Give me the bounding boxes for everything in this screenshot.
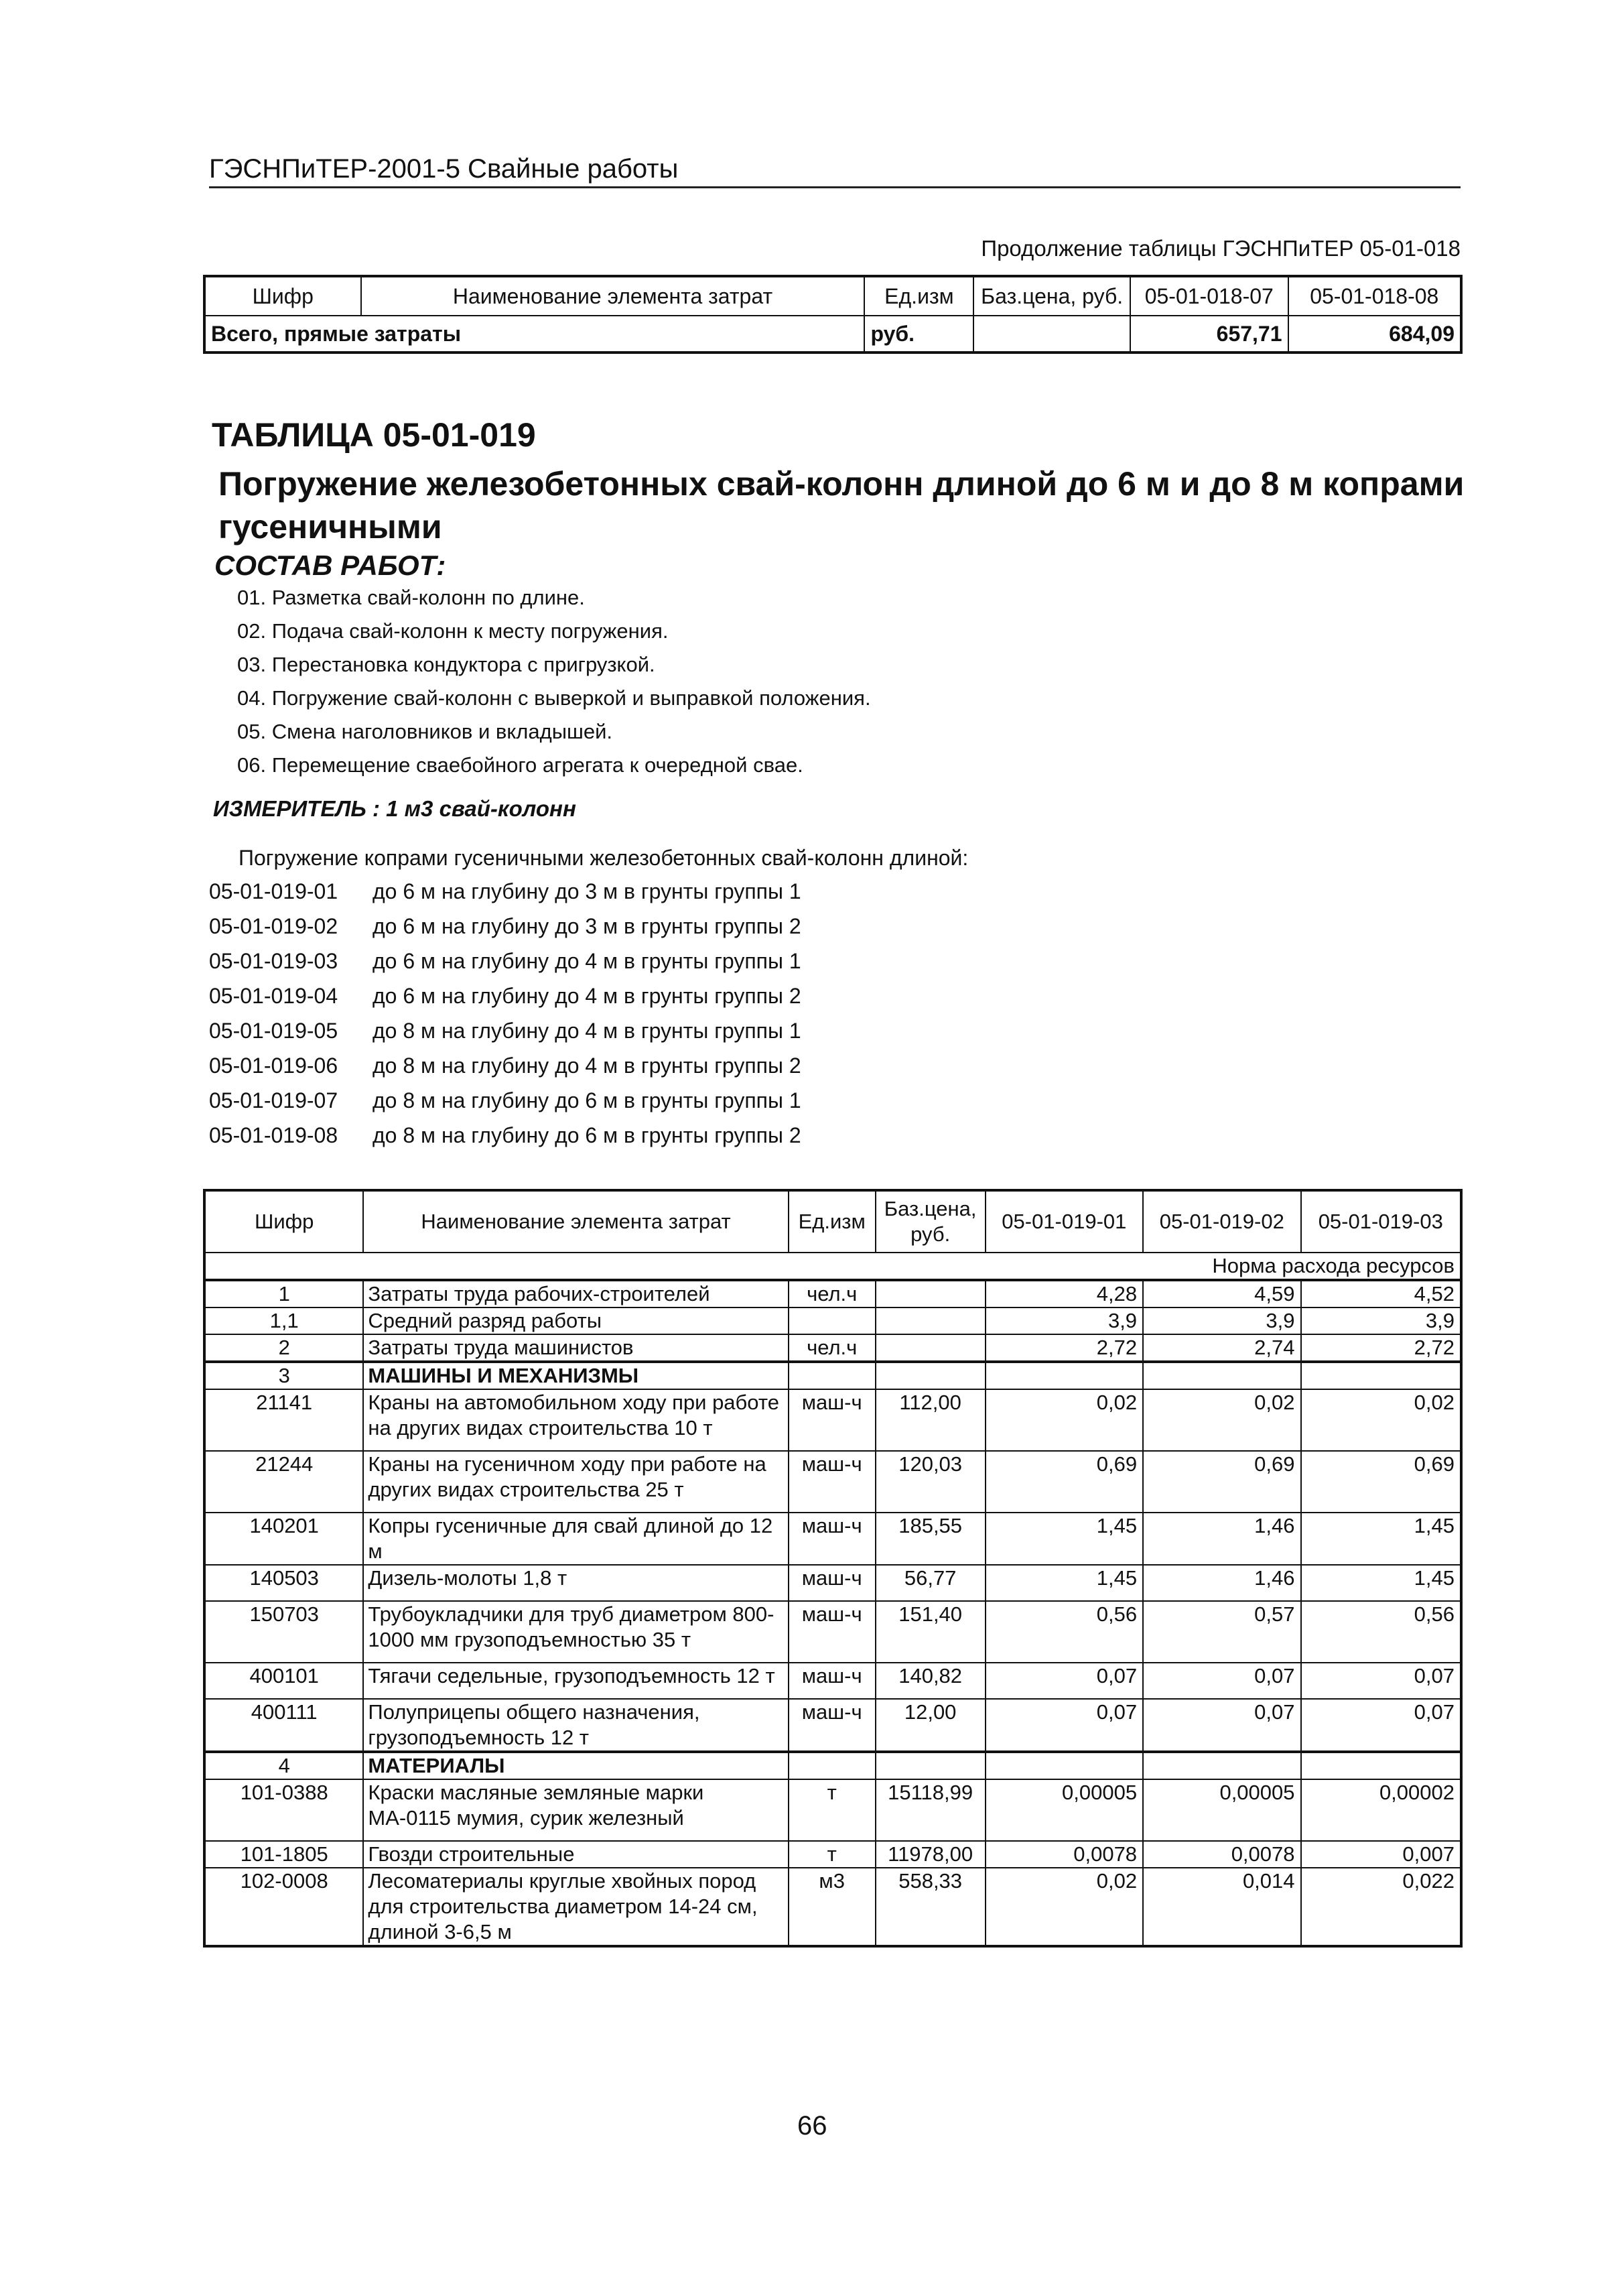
row-name: Лесоматериалы круглые хвойных пород для строительства диаметром 14-24 см, длиной 3-6,5 м [363, 1868, 788, 1946]
table-row [204, 1601, 1461, 1663]
row-unit: чел.ч [789, 1334, 876, 1362]
resource-header-row [204, 1190, 1461, 1253]
row-value-01: 1,45 [986, 1565, 1143, 1601]
row-code: 150703 [204, 1601, 363, 1663]
row-value-02: 0,69 [1143, 1451, 1300, 1513]
row-price: 151,40 [876, 1601, 986, 1663]
table-row [204, 1389, 1461, 1451]
row-value-01: 0,00005 [986, 1779, 1143, 1841]
row-value-03 [1301, 1362, 1461, 1389]
row-code: 1,1 [204, 1308, 363, 1334]
row-name: Краны на гусеничном ходу при работе на других видах строительства 25 т [363, 1451, 788, 1513]
row-value-02: 0,014 [1143, 1868, 1300, 1946]
header-cell: Ед.изм [789, 1190, 876, 1253]
row-value-01: 0,02 [986, 1389, 1143, 1451]
table-row [204, 1779, 1461, 1841]
header-cell: Наименование элемента затрат [361, 276, 865, 316]
row-code: 21244 [204, 1451, 363, 1513]
total-value-07: 657,71 [1130, 316, 1288, 353]
row-unit: м3 [789, 1868, 876, 1946]
section-heading: МАШИНЫ И МЕХАНИЗМЫ [363, 1362, 788, 1389]
variant-description: до 8 м на глубину до 6 м в грунты группы 2 [373, 1123, 801, 1147]
header-cell: Ед.изм [864, 276, 973, 316]
variant-description: до 6 м на глубину до 4 м в грунты группы 1 [373, 949, 801, 973]
row-name: Затраты труда машинистов [363, 1334, 788, 1362]
row-value-02 [1143, 1752, 1300, 1779]
header-cell: 05-01-019-03 [1301, 1190, 1461, 1253]
table-row [204, 1334, 1461, 1362]
norm-caption: Норма расхода ресурсов [204, 1253, 1461, 1280]
row-price [876, 1362, 986, 1389]
row-value-03: 2,72 [1301, 1334, 1461, 1362]
row-value-01: 1,45 [986, 1513, 1143, 1565]
row-value-03: 0,00002 [1301, 1779, 1461, 1841]
header-cell: 05-01-019-01 [986, 1190, 1143, 1253]
row-value-01 [986, 1362, 1143, 1389]
work-item: 01. Разметка свай-колонн по длине. [237, 586, 585, 609]
row-value-02: 1,46 [1143, 1513, 1300, 1565]
composition-heading: СОСТАВ РАБОТ: [214, 550, 446, 581]
row-value-02: 0,57 [1143, 1601, 1300, 1663]
variant-code: 05-01-019-03 [209, 949, 338, 973]
row-name: Дизель-молоты 1,8 т [363, 1565, 788, 1601]
variant-description: до 6 м на глубину до 3 м в грунты группы 2 [373, 914, 801, 938]
continuation-table [203, 275, 1463, 354]
row-code: 400101 [204, 1663, 363, 1699]
row-code: 101-1805 [204, 1841, 363, 1868]
variant-code: 05-01-019-06 [209, 1054, 338, 1078]
header-cell: Баз.цена, руб. [973, 276, 1130, 316]
row-name: Средний разряд работы [363, 1308, 788, 1334]
row-price: 120,03 [876, 1451, 986, 1513]
row-price: 140,82 [876, 1663, 986, 1699]
row-name: Полуприцепы общего назначения, грузоподъемность 12 т [363, 1699, 788, 1752]
variant-code: 05-01-019-05 [209, 1019, 338, 1043]
table-row [204, 1565, 1461, 1601]
row-value-01: 2,72 [986, 1334, 1143, 1362]
row-code: 101-0388 [204, 1779, 363, 1841]
row-code: 3 [204, 1362, 363, 1389]
page-header-title: ГЭСНПиТЕР-2001-5 Свайные работы [209, 154, 679, 184]
norm-caption-row [204, 1253, 1461, 1280]
row-value-01: 4,28 [986, 1280, 1143, 1308]
row-value-03: 0,07 [1301, 1699, 1461, 1752]
total-unit: руб. [864, 316, 973, 353]
row-name: Тягачи седельные, грузоподъемность 12 т [363, 1663, 788, 1699]
row-value-02: 0,07 [1143, 1699, 1300, 1752]
table-row [204, 1280, 1461, 1308]
row-code: 4 [204, 1752, 363, 1779]
row-value-01: 3,9 [986, 1308, 1143, 1334]
row-value-02: 0,00005 [1143, 1779, 1300, 1841]
row-value-02: 4,59 [1143, 1280, 1300, 1308]
table-row [204, 1868, 1461, 1946]
row-price: 112,00 [876, 1389, 986, 1451]
table-row [204, 1752, 1461, 1779]
header-cell: Шифр [204, 1190, 363, 1253]
table-row [204, 1308, 1461, 1334]
header-cell: 05-01-019-02 [1143, 1190, 1300, 1253]
row-value-03: 3,9 [1301, 1308, 1461, 1334]
table-row [204, 1513, 1461, 1565]
row-price: 15118,99 [876, 1779, 986, 1841]
variant-description: до 6 м на глубину до 3 м в грунты группы 1 [373, 879, 801, 903]
row-price [876, 1752, 986, 1779]
work-item: 03. Перестановка кондуктора с пригрузкой. [237, 653, 655, 676]
row-name: Гвозди строительные [363, 1841, 788, 1868]
header-cell: Наименование элемента затрат [363, 1190, 788, 1253]
row-unit: маш-ч [789, 1601, 876, 1663]
section-heading: МАТЕРИАЛЫ [363, 1752, 788, 1779]
row-code: 102-0008 [204, 1868, 363, 1946]
row-price: 558,33 [876, 1868, 986, 1946]
total-label: Всего, прямые затраты [204, 316, 864, 353]
variant-code: 05-01-019-07 [209, 1088, 338, 1112]
row-unit: маш-ч [789, 1663, 876, 1699]
table-row [204, 1362, 1461, 1389]
work-item: 02. Подача свай-колонн к месту погружения. [237, 619, 669, 643]
row-value-02 [1143, 1362, 1300, 1389]
total-value-08: 684,09 [1288, 316, 1461, 353]
row-value-01: 0,07 [986, 1699, 1143, 1752]
page-number: 66 [797, 2111, 827, 2141]
variant-code: 05-01-019-02 [209, 914, 338, 938]
variant-description: до 8 м на глубину до 4 м в грунты группы 1 [373, 1019, 801, 1043]
header-cell: 05-01-018-08 [1288, 276, 1461, 316]
row-price: 11978,00 [876, 1841, 986, 1868]
row-value-02: 3,9 [1143, 1308, 1300, 1334]
row-value-02: 0,07 [1143, 1663, 1300, 1699]
row-unit: т [789, 1779, 876, 1841]
row-value-03: 4,52 [1301, 1280, 1461, 1308]
row-price: 56,77 [876, 1565, 986, 1601]
row-unit: маш-ч [789, 1389, 876, 1451]
variant-description: до 8 м на глубину до 4 м в грунты группы 2 [373, 1054, 801, 1078]
row-code: 1 [204, 1280, 363, 1308]
table-row [204, 1699, 1461, 1752]
measure-unit: ИЗМЕРИТЕЛЬ : 1 м3 свай-колонн [213, 796, 576, 821]
row-name: Краски масляные земляные марки МА-0115 мумия, сурик железный [363, 1779, 788, 1841]
row-value-02: 2,74 [1143, 1334, 1300, 1362]
variants-intro: Погружение копрами гусеничными железобетонных свай-колонн длиной: [239, 846, 969, 870]
table-title: ТАБЛИЦА 05-01-019 [212, 416, 536, 454]
row-value-03: 0,02 [1301, 1389, 1461, 1451]
row-value-02: 1,46 [1143, 1565, 1300, 1601]
row-name: Затраты труда рабочих-строителей [363, 1280, 788, 1308]
row-value-03: 0,69 [1301, 1451, 1461, 1513]
variant-code: 05-01-019-08 [209, 1123, 338, 1147]
table-row [204, 1841, 1461, 1868]
variant-description: до 6 м на глубину до 4 м в грунты группы 2 [373, 984, 801, 1008]
row-unit [789, 1752, 876, 1779]
row-unit: чел.ч [789, 1280, 876, 1308]
header-cell: Баз.цена, руб. [876, 1190, 986, 1253]
row-unit [789, 1362, 876, 1389]
row-value-01: 0,56 [986, 1601, 1143, 1663]
table-row [204, 1663, 1461, 1699]
row-value-03: 0,007 [1301, 1841, 1461, 1868]
row-unit: маш-ч [789, 1451, 876, 1513]
row-price: 185,55 [876, 1513, 986, 1565]
row-value-03 [1301, 1752, 1461, 1779]
resource-table [203, 1189, 1463, 1948]
row-value-02: 0,0078 [1143, 1841, 1300, 1868]
row-value-03: 0,07 [1301, 1663, 1461, 1699]
row-code: 140503 [204, 1565, 363, 1601]
row-name: Копры гусеничные для свай длиной до 12 м [363, 1513, 788, 1565]
table-row [204, 1451, 1461, 1513]
work-item: 04. Погружение свай-колонн с выверкой и выправкой положения. [237, 686, 871, 710]
row-value-01: 0,0078 [986, 1841, 1143, 1868]
table-heading: Погружение железобетонных свай-колонн длиной до 6 м и до 8 м копрами гусеничными [218, 465, 1465, 546]
row-code: 140201 [204, 1513, 363, 1565]
row-unit [789, 1308, 876, 1334]
header-cell: Шифр [204, 276, 361, 316]
row-price: 12,00 [876, 1699, 986, 1752]
row-name: Трубоукладчики для труб диаметром 800-1000 мм грузоподъемностью 35 т [363, 1601, 788, 1663]
row-unit: т [789, 1841, 876, 1868]
continuation-caption: Продолжение таблицы ГЭСНПиТЕР 05-01-018 [981, 236, 1461, 261]
variant-code: 05-01-019-01 [209, 879, 338, 903]
row-value-02: 0,02 [1143, 1389, 1300, 1451]
row-value-01: 0,02 [986, 1868, 1143, 1946]
row-name: Краны на автомобильном ходу при работе на других видах строительства 10 т [363, 1389, 788, 1451]
row-code: 400111 [204, 1699, 363, 1752]
row-unit: маш-ч [789, 1699, 876, 1752]
variant-description: до 8 м на глубину до 6 м в грунты группы 1 [373, 1088, 801, 1112]
row-value-03: 1,45 [1301, 1513, 1461, 1565]
variant-code: 05-01-019-04 [209, 984, 338, 1008]
work-item: 06. Перемещение сваебойного агрегата к очередной свае. [237, 753, 803, 777]
page-header [209, 153, 1461, 188]
row-price [876, 1334, 986, 1362]
row-price [876, 1308, 986, 1334]
row-value-01: 0,07 [986, 1663, 1143, 1699]
row-code: 2 [204, 1334, 363, 1362]
continuation-header-row [204, 276, 1461, 316]
total-price [973, 316, 1130, 353]
row-value-03: 1,45 [1301, 1565, 1461, 1601]
row-price [876, 1280, 986, 1308]
row-code: 21141 [204, 1389, 363, 1451]
row-value-03: 0,56 [1301, 1601, 1461, 1663]
row-value-01: 0,69 [986, 1451, 1143, 1513]
row-value-01 [986, 1752, 1143, 1779]
row-unit: маш-ч [789, 1565, 876, 1601]
work-item: 05. Смена наголовников и вкладышей. [237, 720, 613, 743]
total-row [204, 316, 1461, 353]
header-cell: 05-01-018-07 [1130, 276, 1288, 316]
row-value-03: 0,022 [1301, 1868, 1461, 1946]
row-unit: маш-ч [789, 1513, 876, 1565]
